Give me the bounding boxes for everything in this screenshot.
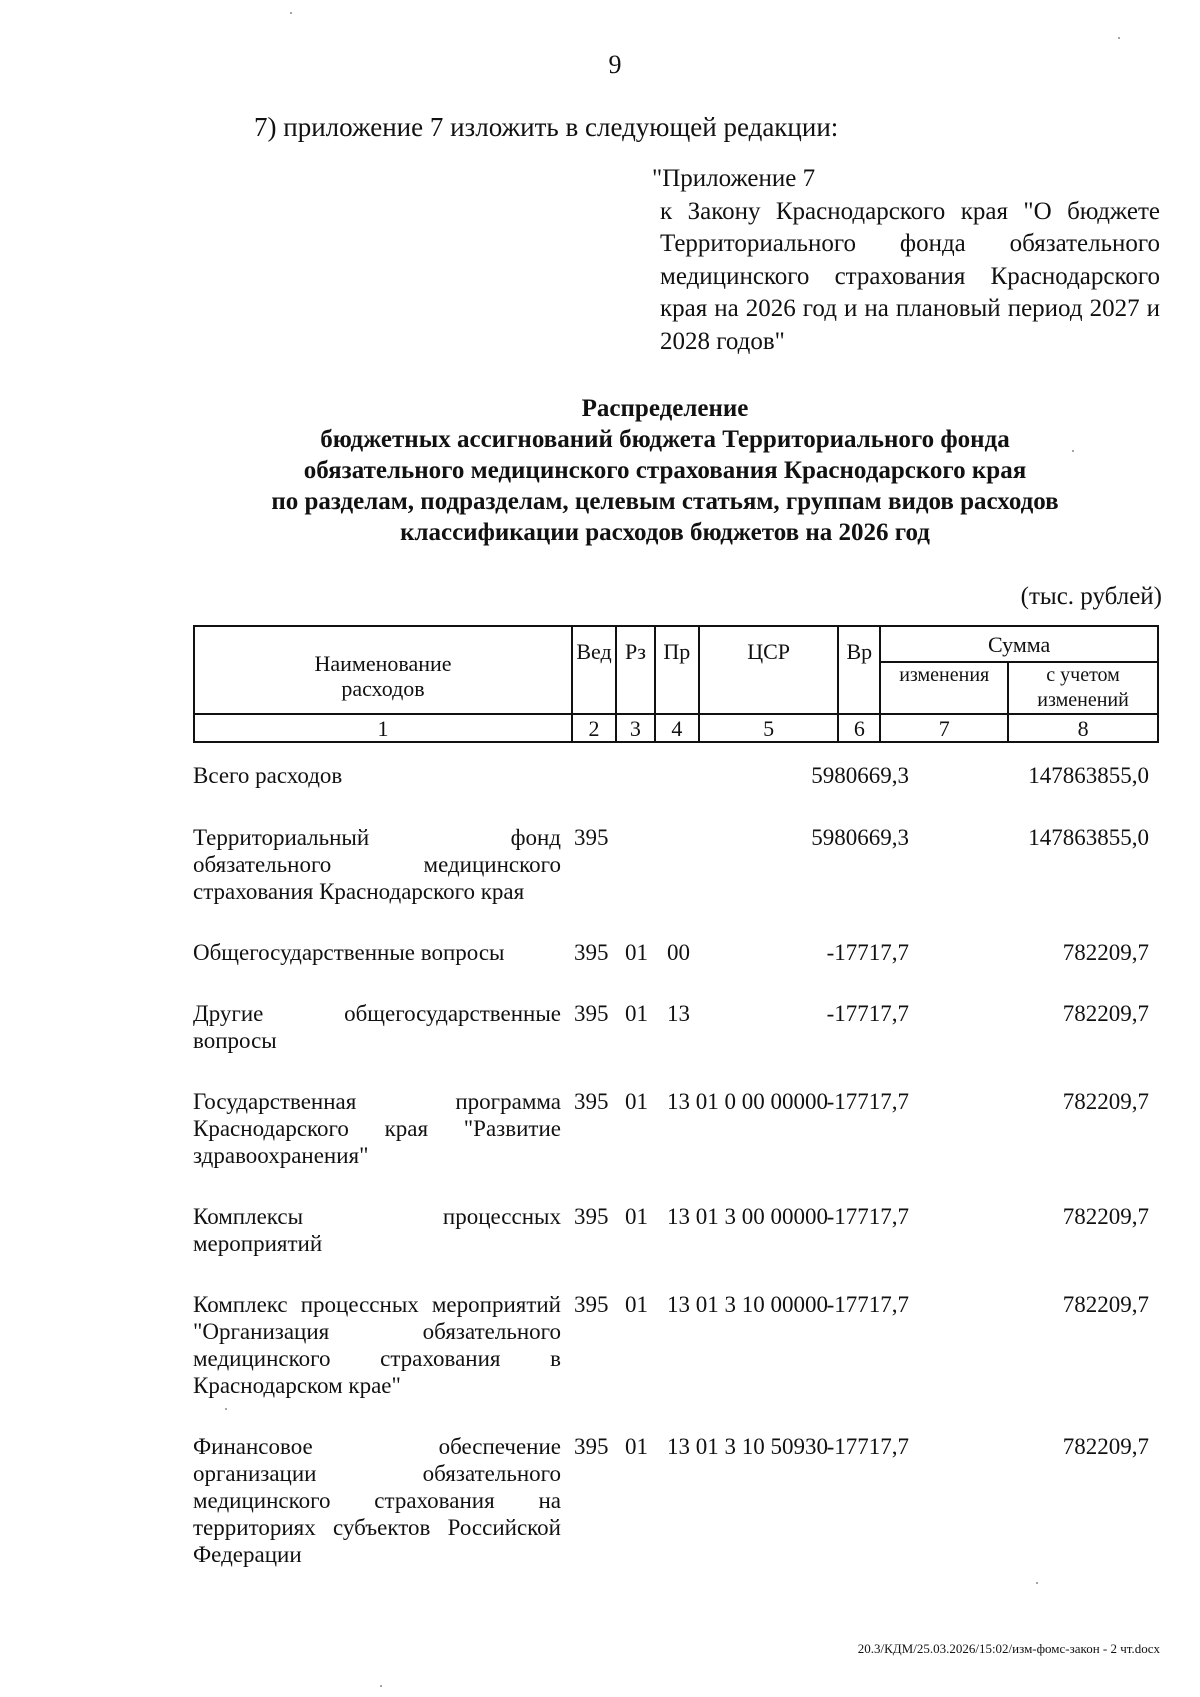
scan-speck [225, 1408, 227, 1410]
table-row [193, 824, 1159, 905]
table-body [193, 762, 1159, 1568]
row-change: -17717,7 [826, 1204, 909, 1229]
row-name: Финансовое обеспечение организации обязательного медицинского страхования на территориях субъектов Российской Федерации [193, 1434, 561, 1567]
row-change: -17717,7 [826, 940, 909, 965]
header-ved: Вед [572, 626, 616, 714]
row-ved: 395 [574, 1434, 609, 1459]
header-pr: Пр [655, 626, 699, 714]
col-number: 6 [838, 714, 880, 742]
appendix-body: к Закону Краснодарского края "О бюджете Территориального фонда обязательного медицинского страхования Краснодарского края на 2026 год и на плановый период 2027 и 2028 годов" [660, 197, 1160, 355]
row-ved: 395 [574, 1292, 609, 1317]
appendix-heading: "Приложение 7 [652, 165, 816, 192]
row-rz: 01 [625, 1434, 648, 1459]
row-ved: 395 [574, 940, 609, 965]
row-name: Другие общегосударственные вопросы [193, 1001, 561, 1053]
table-header [193, 625, 1159, 743]
row-total: 782209,7 [1062, 1292, 1149, 1317]
appendix-reference [652, 163, 1160, 358]
table-row [193, 1203, 1159, 1257]
row-total: 782209,7 [1062, 1001, 1149, 1026]
col-number: 5 [699, 714, 839, 742]
title-line-1: Распределение [581, 395, 749, 422]
header-vr: Вр [838, 626, 880, 714]
col-number: 8 [1008, 714, 1158, 742]
title-line-5: классификации расходов бюджетов на 2026 год [400, 519, 930, 546]
document-title [0, 393, 1200, 548]
header-changes: изменения [880, 662, 1008, 714]
row-name: Общегосударственные вопросы [193, 940, 505, 965]
row-csr: 13 01 3 00 00000 [667, 1204, 828, 1229]
row-change: -17717,7 [826, 1001, 909, 1026]
table-row [193, 939, 1159, 966]
row-change: -17717,7 [826, 1434, 909, 1459]
header-sum: Сумма [880, 626, 1158, 662]
table-row [193, 1000, 1159, 1054]
row-rz: 01 [625, 940, 648, 965]
table-row [193, 1088, 1159, 1169]
row-name: Комплекс процессных мероприятий "Организация обязательного медицинского страхования в Краснодарском крае" [193, 1292, 561, 1398]
scan-speck [1118, 37, 1120, 39]
col-number: 7 [880, 714, 1008, 742]
row-name: Всего расходов [193, 763, 343, 788]
table-row [193, 762, 1159, 789]
row-ved: 395 [574, 1204, 609, 1229]
header-rz: Рз [616, 626, 655, 714]
row-ved: 395 [574, 1089, 609, 1114]
row-total: 782209,7 [1062, 940, 1149, 965]
col-number: 4 [655, 714, 699, 742]
header-with-changes: с учетом изменений [1008, 662, 1158, 714]
header-csr: ЦСР [699, 626, 839, 714]
row-ved: 395 [574, 1001, 609, 1026]
row-total: 147863855,0 [1028, 763, 1149, 788]
title-line-3: обязательного медицинского страхования Краснодарского края [303, 457, 1027, 484]
units-label: (тыс. рублей) [1020, 583, 1162, 610]
row-csr: 13 01 3 10 00000 [667, 1292, 828, 1317]
row-rz: 01 [625, 1001, 648, 1026]
row-rz: 01 [625, 1292, 648, 1317]
row-pr: 13 [667, 1001, 690, 1026]
row-change: 5980669,3 [811, 763, 909, 788]
col-number: 3 [616, 714, 655, 742]
title-line-2: бюджетных ассигнований бюджета Территориального фонда [320, 426, 1010, 453]
table-row [193, 1291, 1159, 1399]
row-total: 782209,7 [1062, 1204, 1149, 1229]
scan-speck [1036, 1582, 1038, 1584]
row-change: -17717,7 [826, 1292, 909, 1317]
row-name: Государственная программа Краснодарского края "Развитие здравоохранения" [193, 1089, 561, 1168]
col-number: 1 [194, 714, 572, 742]
row-change: -17717,7 [826, 1089, 909, 1114]
row-change: 5980669,3 [811, 825, 909, 850]
scan-speck [380, 1685, 382, 1687]
row-total: 782209,7 [1062, 1434, 1149, 1459]
row-name: Комплексы процессных мероприятий [193, 1204, 561, 1256]
row-csr: 13 01 3 10 50930 [667, 1434, 828, 1459]
col-number: 2 [572, 714, 616, 742]
row-total: 147863855,0 [1028, 825, 1149, 850]
title-line-4: по разделам, подразделам, целевым статьям, группам видов расходов [271, 488, 1059, 515]
row-rz: 01 [625, 1089, 648, 1114]
scan-speck [290, 12, 292, 14]
document-footer: 20.3/КДМ/25.03.2026/15:02/изм-фомс-закон - 2 чт.docx [857, 1641, 1160, 1656]
header-name: Наименование расходов [194, 626, 572, 714]
row-rz: 01 [625, 1204, 648, 1229]
intro-paragraph: 7) приложение 7 изложить в следующей редакции: [254, 112, 839, 142]
page-number: 9 [608, 50, 622, 79]
row-csr: 13 01 0 00 00000 [667, 1089, 828, 1114]
row-name: Территориальный фонд обязательного медицинского страхования Краснодарского края [193, 825, 561, 904]
row-pr: 00 [667, 940, 690, 965]
scan-speck [1072, 450, 1074, 452]
row-total: 782209,7 [1062, 1089, 1149, 1114]
row-ved: 395 [574, 825, 609, 850]
table-row [193, 1433, 1159, 1568]
